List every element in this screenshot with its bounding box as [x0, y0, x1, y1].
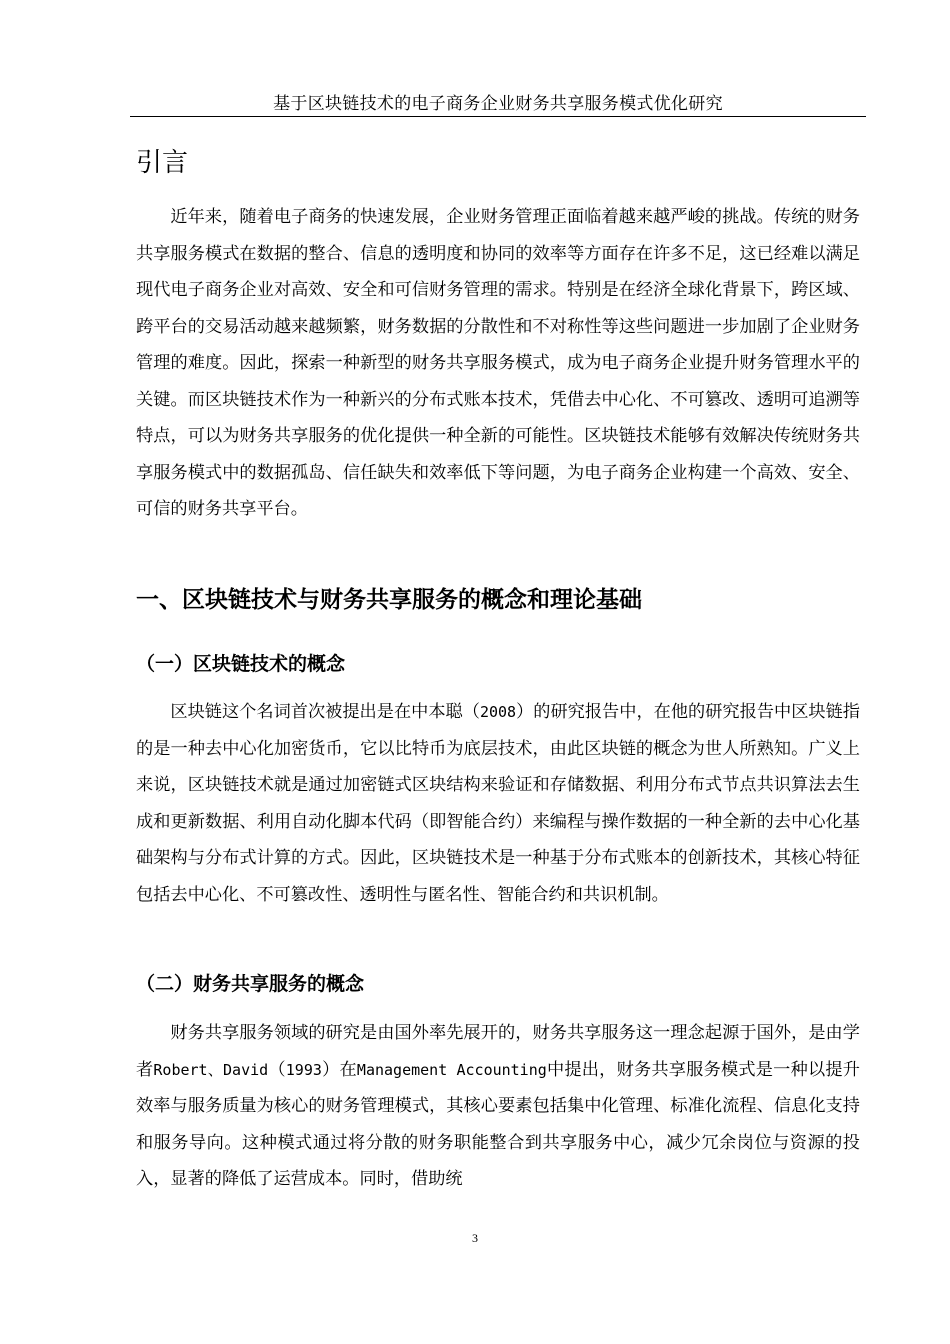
year-citation: 1993: [285, 1060, 322, 1079]
subsection-2-paragraph: [136, 1015, 860, 1198]
paragraph-text: ）在: [321, 1059, 357, 1080]
subsection-1-paragraph: [136, 694, 860, 913]
header-divider: [130, 116, 866, 117]
section-1-heading: 一、区块链技术与财务共享服务的概念和理论基础: [136, 587, 642, 613]
paragraph-text: 区块链这个名词首次被提出是在中本聪（: [170, 702, 480, 722]
year-citation: 2008: [479, 703, 517, 721]
running-header: 基于区块链技术的电子商务企业财务共享服务模式优化研究: [273, 94, 723, 114]
paragraph-text: 财务共享服务领域的研究是由国外率先展开的，财务共享服务这一理念起源于国外，是由学者: [136, 1023, 860, 1080]
source-title: Management Accounting: [356, 1060, 547, 1079]
subsection-2-heading: （二）财务共享服务的概念: [136, 973, 365, 995]
subsection-1-heading: （一）区块链技术的概念: [136, 653, 346, 675]
paragraph-text: 中提出，财务共享服务模式是一种以提升效率与服务质量为核心的财务管理模式，其核心要素包括集中化管理、标准化流程、信息化支持和服务导向。这种模式通过将分散的财务职能整合到共享服务中心，减少冗余岗位与资源的投入，显著的降低了运营成本。同时，借助统: [136, 1059, 860, 1189]
page-number: 3: [472, 1231, 478, 1245]
paragraph-text: （: [268, 1059, 286, 1080]
intro-paragraph: 近年来，随着电子商务的快速发展，企业财务管理正面临着越来越严峻的挑战。传统的财务共享服务模式在数据的整合、信息的透明度和协同的效率等方面存在许多不足，这已经难以满足现代电子商务企业对高效、安全和可信财务管理的需求。特别是在经济全球化背景下，跨区域、跨平台的交易活动越来越频繁，财务数据的分散性和不对称性等这些问题进一步加剧了企业财务管理的难度。因此，探索一种新型的财务共享服务模式，成为电子商务企业提升财务管理水平的关键。而区块链技术作为一种新兴的分布式账本技术，凭借去中心化、不可篡改、透明可追溯等特点，可以为财务共享服务的优化提供一种全新的可能性。区块链技术能够有效解决传统财务共享服务模式中的数据孤岛、信任缺失和效率低下等问题，为电子商务企业构建一个高效、安全、可信的财务共享平台。: [136, 207, 860, 519]
author-names: Robert、David: [153, 1060, 269, 1079]
intro-heading: 引言: [136, 148, 189, 178]
paragraph-text: ）的研究报告中，在他的研究报告中区块链指的是一种去中心化加密货币，它以比特币为底层技术，由此区块链的概念为世人所熟知。广义上来说，区块链技术就是通过加密链式区块结构来验证和存储数据、利用分布式节点共识算法去生成和更新数据、利用自动化脚本代码（即智能合约）来编程与操作数据的一种全新的去中心化基础架构与分布式计算的方式。因此，区块链技术是一种基于分布式账本的创新技术，其核心特征包括去中心化、不可篡改性、透明性与匿名性、智能合约和共识机制。: [136, 702, 860, 905]
